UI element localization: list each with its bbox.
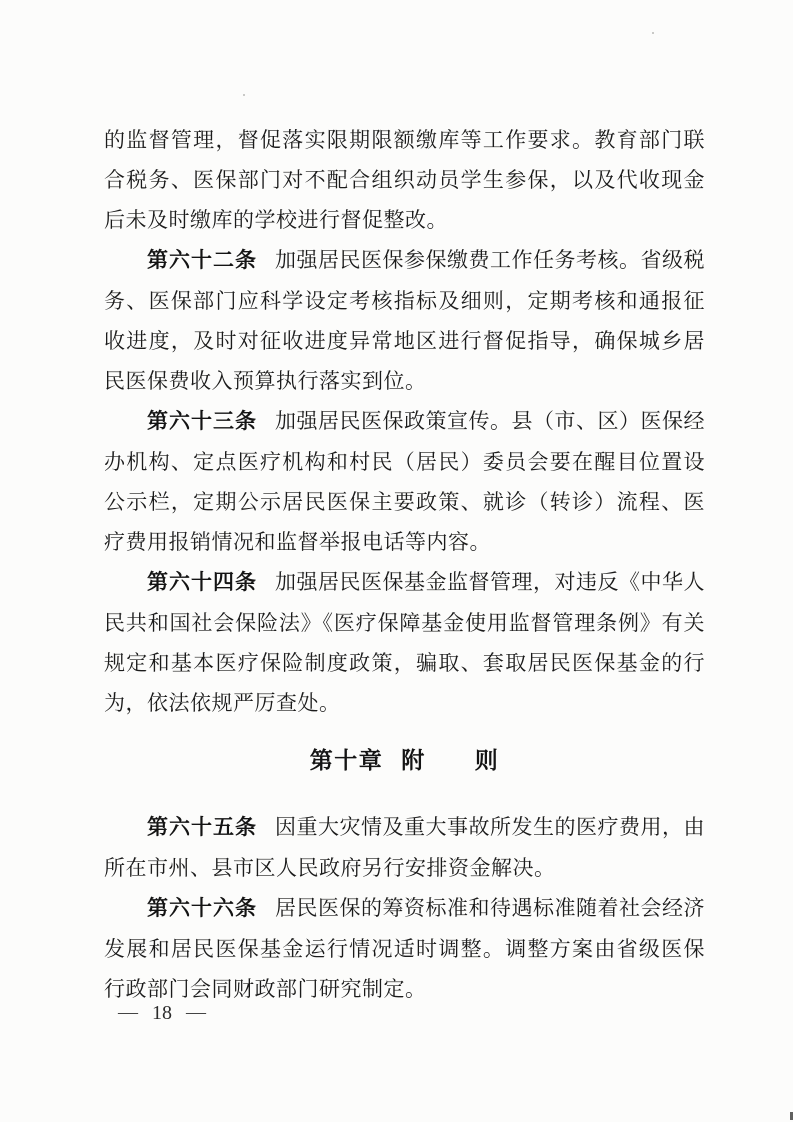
paragraph-continuation (104, 120, 705, 240)
article-64-paragraph (104, 562, 705, 723)
document-body (104, 120, 705, 1009)
page-number (118, 1002, 206, 1025)
paragraph-text: 加强居民医保政策宣传。县（市、区）医保经办机构、定点医疗机构和村民（居民）委员会要在醒目位置设公示栏，定期公示居民医保主要政策、就诊（转诊）流程、医疗费用报销情况和监督举报电话等内容。 (104, 409, 705, 554)
chapter-title: 附 则 (401, 747, 500, 773)
scan-speckle (652, 32, 654, 34)
article-62-number: 第六十二条 (147, 249, 257, 272)
paragraph-text: 居民医保的筹资标准和待遇标准随着社会经济发展和居民医保基金运行情况适时调整。调整方案由省级医保行政部门会同财政部门研究制定。 (104, 896, 705, 1001)
page-number-right-dash: — (186, 1001, 206, 1023)
scan-speckle (243, 94, 245, 96)
article-66-number: 第六十六条 (147, 897, 257, 920)
chapter-heading (104, 739, 705, 781)
paragraph-text: 的监督管理，督促落实限期限额缴库等工作要求。教育部门联合税务、医保部门对不配合组织动员学生参保，以及代收现金后未及时缴库的学校进行督促整改。 (104, 128, 705, 232)
paragraph-text: 加强居民医保基金监督管理，对违反《中华人民共和国社会保险法》《医疗保障基金使用监督管理条例》有关规定和基本医疗保险制度政策，骗取、套取居民医保基金的行为，依法依规严厉查处。 (104, 570, 705, 715)
article-64-number: 第六十四条 (147, 571, 257, 594)
article-62-paragraph (104, 240, 705, 401)
article-63-paragraph (104, 401, 705, 562)
article-66-paragraph (104, 888, 705, 1009)
paragraph-text: 加强居民医保参保缴费工作任务考核。省级税务、医保部门应科学设定考核指标及细则，定期考核和通报征收进度，及时对征收进度异常地区进行督促指导，确保城乡居民医保费收入预算执行落实到位。 (104, 248, 705, 393)
page-number-value: 18 (152, 1002, 172, 1024)
article-65-number: 第六十五条 (147, 816, 257, 839)
paragraph-text: 因重大灾情及重大事故所发生的医疗费用，由所在市州、县市区人民政府另行安排资金解决。 (104, 815, 705, 880)
chapter-number: 第十章 (309, 747, 384, 773)
article-63-number: 第六十三条 (147, 410, 257, 433)
article-65-paragraph (104, 807, 705, 888)
page-number-left-dash: — (118, 1001, 138, 1023)
